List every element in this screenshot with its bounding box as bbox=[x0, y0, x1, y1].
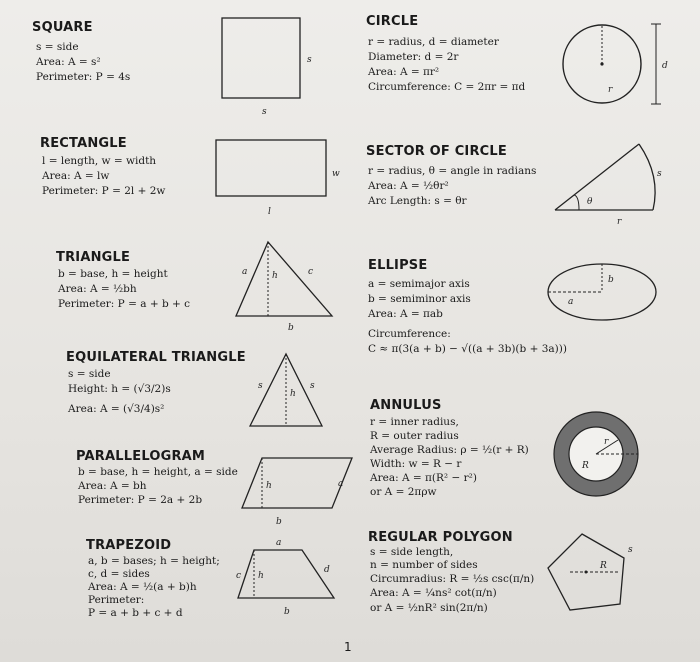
polygon-s-label: s bbox=[628, 545, 633, 555]
sector-theta-label: θ bbox=[587, 197, 593, 207]
circle-line-2: Diameter: d = 2r bbox=[368, 51, 459, 63]
trapezoid-line-2: c, d = sides bbox=[88, 568, 150, 580]
sector-title: SECTOR OF CIRCLE bbox=[366, 144, 507, 159]
parallelogram-line-1: b = base, h = height, a = side bbox=[78, 466, 238, 478]
triangle-b-label: b bbox=[288, 323, 294, 333]
annulus-line-5: Area: A = π(R² − r²) bbox=[370, 472, 477, 484]
rectangle-line-2: Area: A = lw bbox=[42, 170, 110, 182]
circle-title: CIRCLE bbox=[366, 14, 419, 29]
circle-line-1: r = radius, d = diameter bbox=[368, 36, 499, 48]
ellipse-figure bbox=[544, 258, 664, 328]
triangle-line-2: Area: A = ½bh bbox=[58, 283, 137, 295]
annulus-inner-r-label: r bbox=[604, 437, 609, 447]
rectangle-width-label: w bbox=[332, 169, 340, 179]
annulus-line-1: r = inner radius, bbox=[370, 416, 459, 428]
circle-line-3: Area: A = πr² bbox=[368, 66, 440, 78]
parallelogram-line-2: Area: A = bh bbox=[78, 480, 147, 492]
equilateral-right-side-label: s bbox=[310, 381, 315, 391]
rectangle-figure bbox=[210, 136, 350, 222]
square-side-label: s bbox=[307, 55, 312, 65]
triangle-line-3: Perimeter: P = a + b + c bbox=[58, 298, 191, 310]
equilateral-line-2: Height: h = (√3/2)s bbox=[68, 383, 171, 395]
trapezoid-line-1: a, b = bases; h = height; bbox=[88, 555, 220, 567]
equilateral-h-label: h bbox=[290, 389, 296, 399]
polygon-line-3: Circumradius: R = ½s csc(π/n) bbox=[370, 573, 535, 585]
ellipse-a-label: a bbox=[568, 297, 574, 307]
square-base-label: s bbox=[262, 107, 267, 117]
ellipse-line-3: Area: A = πab bbox=[368, 308, 443, 320]
sector-line-2: Area: A = ½θr² bbox=[368, 180, 449, 192]
triangle-c-label: c bbox=[308, 267, 314, 277]
polygon-title: REGULAR POLYGON bbox=[368, 530, 513, 545]
annulus-line-4: Width: w = R − r bbox=[370, 458, 462, 470]
annulus-line-3: Average Radius: ρ = ½(r + R) bbox=[370, 444, 529, 456]
trapezoid-h-label: h bbox=[258, 571, 264, 581]
sector-radius-label: r bbox=[617, 217, 622, 227]
annulus-outer-R-label: R bbox=[582, 461, 589, 471]
ellipse-line-2: b = semiminor axis bbox=[368, 293, 471, 305]
polygon-figure bbox=[540, 528, 640, 620]
trapezoid-c-label: c bbox=[236, 571, 242, 581]
square-figure bbox=[210, 14, 310, 118]
triangle-line-1: b = base, h = height bbox=[58, 268, 168, 280]
parallelogram-h-label: h bbox=[266, 481, 272, 491]
ellipse-line-1: a = semimajor axis bbox=[368, 278, 470, 290]
polygon-line-4: Area: A = ¼ns² cot(π/n) bbox=[370, 587, 497, 599]
rectangle-line-3: Perimeter: P = 2l + 2w bbox=[42, 185, 166, 197]
ellipse-b-label: b bbox=[608, 275, 614, 285]
parallelogram-figure bbox=[238, 452, 358, 532]
triangle-a-label: a bbox=[242, 267, 248, 277]
triangle-h-label: h bbox=[272, 271, 278, 281]
rectangle-line-1: l = length, w = width bbox=[42, 155, 157, 167]
square-line-3: Perimeter: P = 4s bbox=[36, 71, 131, 83]
triangle-title: TRIANGLE bbox=[56, 250, 131, 265]
annulus-figure bbox=[546, 406, 646, 502]
trapezoid-figure bbox=[232, 534, 342, 618]
parallelogram-b-label: b bbox=[276, 517, 282, 527]
trapezoid-b-label: b bbox=[284, 607, 290, 617]
trapezoid-line-5: P = a + b + c + d bbox=[88, 607, 183, 619]
sector-line-3: Arc Length: s = θr bbox=[368, 195, 467, 207]
polygon-line-5: or A = ½nR² sin(2π/n) bbox=[370, 602, 488, 614]
equilateral-line-3: Area: A = (√3/4)s² bbox=[68, 403, 165, 415]
sector-arc-label: s bbox=[657, 169, 662, 179]
square-line-2: Area: A = s² bbox=[36, 56, 101, 68]
sector-line-1: r = radius, θ = angle in radians bbox=[368, 165, 537, 177]
polygon-R-label: R bbox=[600, 561, 607, 571]
circle-figure bbox=[556, 12, 676, 112]
annulus-title: ANNULUS bbox=[370, 398, 442, 413]
rectangle-title: RECTANGLE bbox=[40, 136, 127, 151]
page-number: 1 bbox=[344, 640, 352, 654]
ellipse-title: ELLIPSE bbox=[368, 258, 428, 273]
rectangle-length-label: l bbox=[268, 207, 271, 217]
annulus-line-2: R = outer radius bbox=[370, 430, 459, 442]
equilateral-left-side-label: s bbox=[258, 381, 263, 391]
equilateral-figure bbox=[244, 348, 334, 432]
triangle-figure bbox=[232, 236, 342, 332]
polygon-line-1: s = side length, bbox=[370, 546, 454, 558]
sector-figure bbox=[545, 138, 670, 228]
trapezoid-title: TRAPEZOID bbox=[86, 538, 172, 553]
ellipse-circumference-formula: C ≈ π(3(a + b) − √((a + 3b)(b + 3a))) bbox=[368, 343, 567, 355]
trapezoid-d-label: d bbox=[324, 565, 330, 575]
trapezoid-line-4: Perimeter: bbox=[88, 594, 145, 606]
equilateral-line-1: s = side bbox=[68, 368, 111, 380]
trapezoid-a-label: a bbox=[276, 538, 282, 548]
parallelogram-title: PARALLELOGRAM bbox=[76, 449, 206, 464]
parallelogram-line-3: Perimeter: P = 2a + 2b bbox=[78, 494, 203, 506]
polygon-line-2: n = number of sides bbox=[370, 559, 478, 571]
square-title: SQUARE bbox=[32, 20, 93, 35]
circle-diameter-label: d bbox=[662, 61, 668, 71]
trapezoid-line-3: Area: A = ½(a + b)h bbox=[88, 581, 197, 593]
annulus-line-6: or A = 2πρw bbox=[370, 486, 437, 498]
parallelogram-a-label: a bbox=[338, 479, 344, 489]
ellipse-circumference-title: Circumference: bbox=[368, 328, 451, 340]
circle-line-4: Circumference: C = 2πr = πd bbox=[368, 81, 526, 93]
circle-radius-label: r bbox=[608, 85, 613, 95]
square-line-1: s = side bbox=[36, 41, 79, 53]
equilateral-title: EQUILATERAL TRIANGLE bbox=[66, 350, 246, 365]
